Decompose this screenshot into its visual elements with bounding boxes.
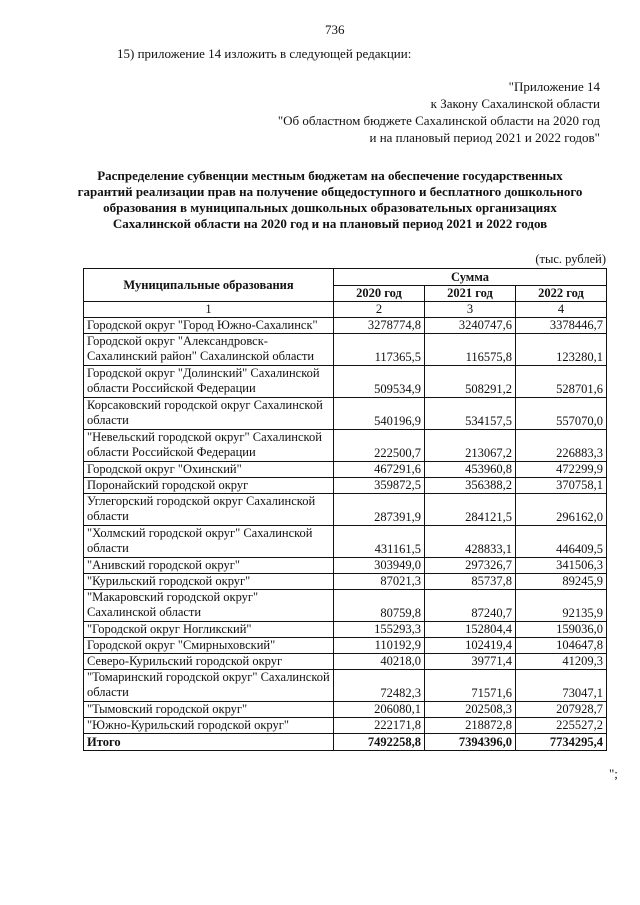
municipality-name: "Томаринский городской округ" Сахалинской области — [84, 670, 334, 702]
value-2020: 431161,5 — [334, 526, 425, 558]
municipality-name: "Южно-Курильский городской округ" — [84, 718, 334, 734]
appendix-header — [278, 78, 600, 146]
value-2021: 85737,8 — [425, 574, 516, 590]
value-2020: 87021,3 — [334, 574, 425, 590]
table-row — [84, 702, 607, 718]
value-2021: 3240747,6 — [425, 318, 516, 334]
municipality-name: Городской округ "Смирныховский" — [84, 638, 334, 654]
column-header-2021: 2021 год — [425, 286, 516, 302]
table-row — [84, 430, 607, 462]
value-2022: 557070,0 — [516, 398, 607, 430]
value-2021: 71571,6 — [425, 670, 516, 702]
table-row — [84, 654, 607, 670]
table-row — [84, 590, 607, 622]
value-2021: 39771,4 — [425, 654, 516, 670]
value-2022: 73047,1 — [516, 670, 607, 702]
value-2020: 80759,8 — [334, 590, 425, 622]
value-2021: 213067,2 — [425, 430, 516, 462]
value-2020: 222171,8 — [334, 718, 425, 734]
value-2020: 3278774,8 — [334, 318, 425, 334]
table-row — [84, 574, 607, 590]
intro-text: 15) приложение 14 изложить в следующей редакции: — [117, 46, 412, 61]
municipality-name: "Тымовский городской округ" — [84, 702, 334, 718]
document-title — [60, 168, 600, 232]
table-row — [84, 398, 607, 430]
total-label: Итого — [84, 734, 334, 751]
title-line-2: гарантий реализации прав на получение общедоступного и бесплатного дошкольного — [77, 184, 583, 199]
municipality-name: "Анивский городской округ" — [84, 558, 334, 574]
municipality-name: "Городской округ Ногликский" — [84, 622, 334, 638]
value-2022: 472299,9 — [516, 462, 607, 478]
total-2020: 7492258,8 — [334, 734, 425, 751]
total-2022: 7734295,4 — [516, 734, 607, 751]
value-2020: 509534,9 — [334, 366, 425, 398]
table-row — [84, 478, 607, 494]
value-2021: 116575,8 — [425, 334, 516, 366]
municipality-name: "Курильский городской округ" — [84, 574, 334, 590]
column-number: 4 — [516, 302, 607, 318]
table-row — [84, 670, 607, 702]
column-header-2022: 2022 год — [516, 286, 607, 302]
table-row — [84, 526, 607, 558]
value-2020: 359872,5 — [334, 478, 425, 494]
table-row — [84, 718, 607, 734]
value-2021: 87240,7 — [425, 590, 516, 622]
title-line-1: Распределение субвенции местным бюджетам на обеспечение государственных — [97, 168, 563, 183]
total-row — [84, 734, 607, 751]
value-2020: 287391,9 — [334, 494, 425, 526]
value-2020: 303949,0 — [334, 558, 425, 574]
title-line-3: образования в муниципальных дошкольных образовательных организациях — [103, 200, 557, 215]
value-2021: 218872,8 — [425, 718, 516, 734]
value-2021: 453960,8 — [425, 462, 516, 478]
table-row — [84, 638, 607, 654]
value-2020: 222500,7 — [334, 430, 425, 462]
appendix-line-3: "Об областном бюджете Сахалинской области на 2020 год — [277, 113, 600, 128]
value-2022: 225527,2 — [516, 718, 607, 734]
value-2022: 296162,0 — [516, 494, 607, 526]
value-2021: 152804,4 — [425, 622, 516, 638]
value-2022: 123280,1 — [516, 334, 607, 366]
value-2020: 540196,9 — [334, 398, 425, 430]
value-2022: 226883,3 — [516, 430, 607, 462]
value-2021: 356388,2 — [425, 478, 516, 494]
municipality-name: Городской округ "Долинский" Сахалинской области Российской Федерации — [84, 366, 334, 398]
municipality-name: Городской округ "Город Южно-Сахалинск" — [84, 318, 334, 334]
table-row — [84, 366, 607, 398]
value-2022: 528701,6 — [516, 366, 607, 398]
page-number: 736 — [325, 22, 345, 37]
column-header-2020: 2020 год — [334, 286, 425, 302]
value-2020: 467291,6 — [334, 462, 425, 478]
value-2021: 428833,1 — [425, 526, 516, 558]
table-row — [84, 462, 607, 478]
title-line-4: Сахалинской области на 2020 год и на плановый период 2021 и 2022 годов — [112, 216, 548, 231]
table-row — [84, 334, 607, 366]
municipality-name: Городской округ "Александровск-Сахалинский район" Сахалинской области — [84, 334, 334, 366]
appendix-line-4: и на плановый период 2021 и 2022 годов" — [369, 130, 600, 145]
table-row — [84, 558, 607, 574]
appendix-line-2: к Закону Сахалинской области — [430, 96, 600, 111]
value-2022: 104647,8 — [516, 638, 607, 654]
value-2022: 3378446,7 — [516, 318, 607, 334]
value-2021: 202508,3 — [425, 702, 516, 718]
value-2020: 155293,3 — [334, 622, 425, 638]
value-2021: 508291,2 — [425, 366, 516, 398]
value-2020: 72482,3 — [334, 670, 425, 702]
value-2022: 89245,9 — [516, 574, 607, 590]
municipality-name: Северо-Курильский городской округ — [84, 654, 334, 670]
municipality-name: Поронайский городской округ — [84, 478, 334, 494]
table-row — [84, 318, 607, 334]
column-number: 3 — [425, 302, 516, 318]
municipality-name: Городской округ "Охинский" — [84, 462, 334, 478]
value-2022: 159036,0 — [516, 622, 607, 638]
total-2021: 7394396,0 — [425, 734, 516, 751]
column-number: 2 — [334, 302, 425, 318]
value-2021: 534157,5 — [425, 398, 516, 430]
value-2021: 284121,5 — [425, 494, 516, 526]
subsidy-table — [83, 268, 607, 751]
value-2022: 370758,1 — [516, 478, 607, 494]
municipality-name: Корсаковский городской округ Сахалинской области — [84, 398, 334, 430]
appendix-line-1: "Приложение 14 — [508, 79, 600, 94]
value-2020: 206080,1 — [334, 702, 425, 718]
municipality-name: Углегорский городской округ Сахалинской области — [84, 494, 334, 526]
municipality-name: "Невельский городской округ" Сахалинской области Российской Федерации — [84, 430, 334, 462]
value-2020: 110192,9 — [334, 638, 425, 654]
table-row — [84, 622, 607, 638]
municipality-name: "Макаровский городской округ" Сахалинской области — [84, 590, 334, 622]
closing-quote: "; — [609, 766, 618, 781]
value-2022: 446409,5 — [516, 526, 607, 558]
column-number: 1 — [84, 302, 334, 318]
value-2021: 297326,7 — [425, 558, 516, 574]
value-2022: 92135,9 — [516, 590, 607, 622]
table-row — [84, 494, 607, 526]
value-2022: 341506,3 — [516, 558, 607, 574]
units-label: (тыс. рублей) — [535, 252, 606, 266]
value-2022: 41209,3 — [516, 654, 607, 670]
column-header-sum: Сумма — [334, 269, 607, 286]
municipality-name: "Холмский городской округ" Сахалинской области — [84, 526, 334, 558]
value-2022: 207928,7 — [516, 702, 607, 718]
value-2020: 117365,5 — [334, 334, 425, 366]
column-header-municipality: Муниципальные образования — [84, 269, 334, 302]
value-2021: 102419,4 — [425, 638, 516, 654]
value-2020: 40218,0 — [334, 654, 425, 670]
